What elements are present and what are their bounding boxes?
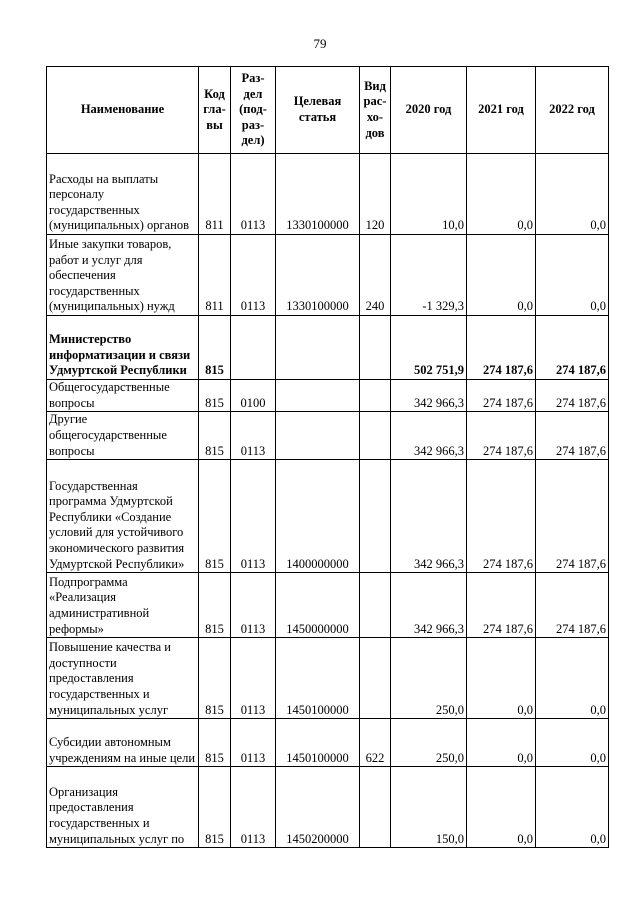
cell-statya: 1330100000 [276,235,360,316]
table-row [47,460,609,573]
header-line: статья [298,110,337,124]
cell-statya: 1450200000 [276,767,360,848]
cell-glava: 811 [199,154,231,235]
table-row [47,573,609,638]
header-razdel [231,67,276,154]
table-row [47,412,609,460]
cell-vid: 622 [360,719,391,767]
cell-2020: 342 966,3 [391,573,467,638]
cell-name: Государственная программа Удмуртской Республики «Создание условий для устойчивого экономического развития Удмуртской Республики» [47,460,199,573]
cell-2022: 0,0 [536,719,609,767]
header-glava [199,67,231,154]
cell-statya: 1330100000 [276,154,360,235]
cell-2021: 0,0 [467,154,536,235]
header-line: раз- [241,117,265,132]
header-2020 [391,67,467,154]
cell-vid [360,573,391,638]
header-name [47,67,199,154]
cell-glava: 815 [199,719,231,767]
cell-razdel: 0113 [231,573,276,638]
table-row [47,638,609,719]
cell-2021: 274 187,6 [467,380,536,412]
cell-vid [360,380,391,412]
cell-statya: 1400000000 [276,460,360,573]
header-line: дов [365,125,385,140]
cell-glava: 815 [199,460,231,573]
header-line: хо- [366,110,384,124]
cell-2020: 342 966,3 [391,380,467,412]
cell-2022: 274 187,6 [536,573,609,638]
cell-2020: 150,0 [391,767,467,848]
header-line: дел) [241,133,265,148]
cell-razdel: 0113 [231,235,276,316]
cell-2021: 274 187,6 [467,412,536,460]
cell-2021: 0,0 [467,235,536,316]
cell-2020: 502 751,9 [391,316,467,380]
table-body [47,154,609,848]
cell-name: Другие общегосударственные вопросы [47,412,199,460]
cell-vid: 120 [360,154,391,235]
cell-vid [360,638,391,719]
cell-razdel: 0113 [231,767,276,848]
header-line: Раз- [241,71,265,86]
cell-razdel [231,316,276,380]
cell-2021: 0,0 [467,638,536,719]
cell-2021: 274 187,6 [467,316,536,380]
cell-vid [360,460,391,573]
cell-2022: 0,0 [536,235,609,316]
budget-table [46,66,609,848]
cell-razdel: 0113 [231,638,276,719]
cell-2022: 0,0 [536,638,609,719]
cell-vid [360,316,391,380]
header-vid [360,67,391,154]
cell-statya: 1450000000 [276,573,360,638]
cell-razdel: 0113 [231,154,276,235]
cell-2021: 0,0 [467,767,536,848]
header-line: Наименование [80,102,165,117]
cell-2020: 342 966,3 [391,412,467,460]
cell-name: Повышение качества и доступности предоставления государственных и муниципальных услуг [47,638,199,719]
cell-vid: 240 [360,235,391,316]
header-line: вы [206,117,223,132]
cell-2022: 274 187,6 [536,380,609,412]
cell-glava: 815 [199,573,231,638]
cell-2020: 250,0 [391,638,467,719]
cell-name: Расходы на выплаты персоналу государственных (муниципальных) органов [47,154,199,235]
cell-glava: 815 [199,316,231,380]
cell-glava: 815 [199,412,231,460]
table-header-row [47,67,609,154]
table-row [47,154,609,235]
cell-vid [360,767,391,848]
cell-statya: 1450100000 [276,719,360,767]
cell-2020: 250,0 [391,719,467,767]
page-number: 79 [313,36,327,51]
table-row [47,767,609,848]
table-row [47,316,609,380]
table-row [47,380,609,412]
cell-2022: 274 187,6 [536,460,609,573]
cell-glava: 815 [199,638,231,719]
header-line: дел [243,86,263,101]
header-line: гла- [203,102,226,117]
cell-2021: 274 187,6 [467,460,536,573]
header-line: 2022 год [549,102,595,117]
cell-2020: -1 329,3 [391,235,467,316]
header-line: Код [204,86,225,101]
header-2021 [467,67,536,154]
cell-name: Общегосударственные вопросы [47,380,199,412]
cell-name: Организация предоставления государственных и муниципальных услуг по [47,767,199,848]
header-line: 2020 год [405,102,452,117]
cell-2022: 274 187,6 [536,316,609,380]
cell-razdel: 0113 [231,460,276,573]
cell-glava: 815 [199,380,231,412]
cell-statya [276,412,360,460]
cell-name: Министерство информатизации и связи Удмуртской Республики [47,316,199,380]
cell-name: Иные закупки товаров, работ и услуг для обеспечения государственных (муниципальных) нужд [47,235,199,316]
cell-2022: 0,0 [536,154,609,235]
cell-2021: 274 187,6 [467,573,536,638]
cell-glava: 815 [199,767,231,848]
table-row [47,719,609,767]
cell-2020: 342 966,3 [391,460,467,573]
cell-vid [360,412,391,460]
cell-statya [276,380,360,412]
cell-statya [276,316,360,380]
cell-glava: 811 [199,235,231,316]
cell-name: Субсидии автономным учреждениям на иные цели [47,719,199,767]
cell-2022: 0,0 [536,767,609,848]
cell-statya: 1450100000 [276,638,360,719]
cell-2022: 274 187,6 [536,412,609,460]
header-line: (под- [239,102,267,117]
header-2022 [536,67,609,154]
cell-razdel: 0100 [231,380,276,412]
header-statya [276,67,360,154]
header-line: Вид [364,78,386,93]
table-row [47,235,609,316]
header-line: рас- [363,94,387,109]
header-line: Целевая [293,94,342,109]
cell-name: Подпрограмма «Реализация административной реформы» [47,573,199,638]
cell-razdel: 0113 [231,412,276,460]
cell-2021: 0,0 [467,719,536,767]
cell-2020: 10,0 [391,154,467,235]
cell-razdel: 0113 [231,719,276,767]
header-line: 2021 год [478,102,524,117]
